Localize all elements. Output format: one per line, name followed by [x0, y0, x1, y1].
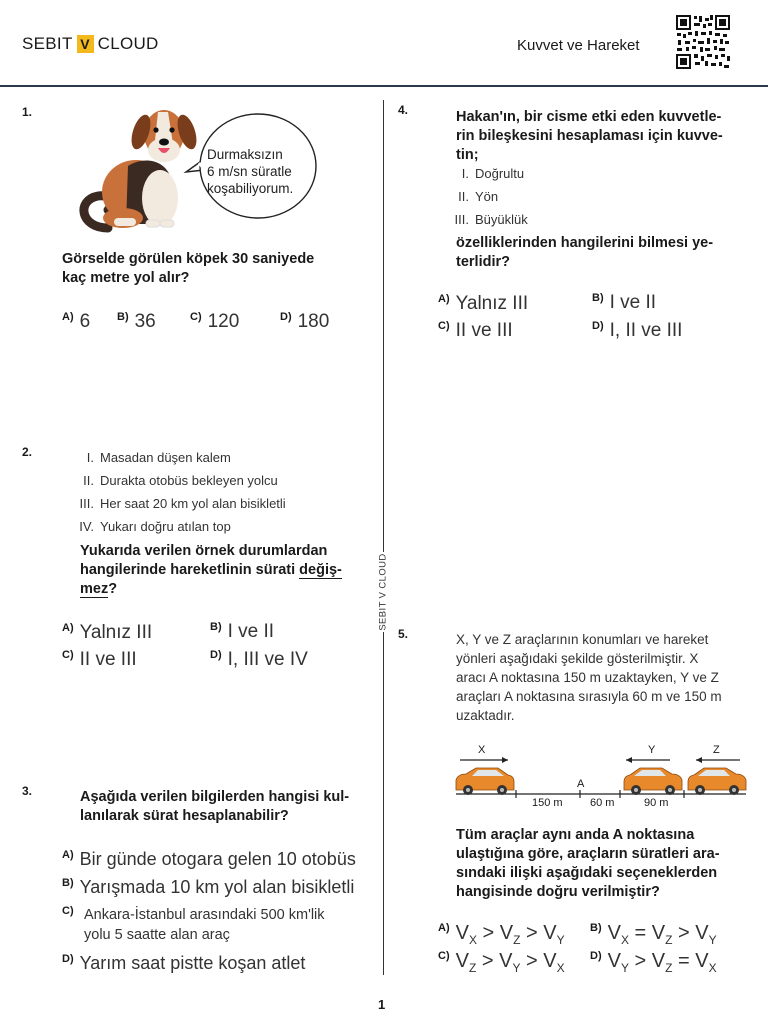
option-text: I, II ve III	[609, 320, 683, 341]
brand-logo	[22, 34, 159, 54]
option-letter: D)	[210, 649, 222, 661]
item-text: Yön	[475, 189, 499, 204]
option-text: 120	[207, 311, 240, 332]
vertical-brand	[373, 552, 393, 632]
q5-option-c[interactable]	[438, 950, 565, 975]
q4-stem-line: Hakan'ın, bir cisme etki eden kuvvetle-	[456, 109, 722, 125]
page-number: 1	[378, 997, 386, 1012]
q4-item	[445, 162, 528, 185]
q3-option-b[interactable]	[62, 877, 354, 898]
q1-stem-line: Görselde görülen köpek 30 saniyede	[62, 251, 315, 267]
q3-stem-line: lanılarak sürat hesaplanabilir?	[80, 808, 289, 824]
vehicle-diagram	[448, 738, 753, 816]
option-text: II ve III	[455, 320, 513, 341]
q1-speech-line: 6 m/sn süratle	[207, 164, 292, 179]
item-text: Büyüklük	[475, 212, 528, 227]
v-symbol: V	[455, 922, 469, 944]
q1-number: 1.	[22, 105, 33, 119]
q4-items	[445, 162, 528, 231]
subscript: Z	[513, 933, 521, 947]
q5-stem-line: hangisinde doğru verilmiştir?	[456, 884, 660, 900]
brand-mark: V	[77, 35, 94, 53]
option-text: yolu 5 saatte alan araç	[84, 927, 230, 943]
option-letter: B)	[210, 621, 222, 633]
q3-stem	[80, 788, 372, 826]
q4-stem2-line: özelliklerinden hangilerini bilmesi ye-	[456, 235, 714, 251]
q5-intro-line: uzaktadır.	[456, 708, 515, 723]
q4-stem-line: rin bileşkesini hesaplaması için kuvve-	[456, 128, 723, 144]
option-letter: A)	[438, 922, 450, 934]
distance-label: 150 m	[532, 797, 563, 809]
q2-item	[70, 492, 286, 515]
column-divider	[383, 100, 384, 975]
q2-stem-emphasis: değiş-	[299, 562, 342, 578]
v-symbol: V	[499, 922, 514, 944]
q2-stem-line: Yukarıda verilen örnek durumlardan	[80, 543, 328, 559]
q2-number: 2.	[22, 445, 33, 459]
q4-option-a[interactable]	[438, 293, 528, 315]
label-y: Y	[648, 744, 656, 756]
option-letter: D)	[590, 950, 602, 962]
v-symbol: V	[695, 950, 709, 972]
subscript: Z	[665, 961, 673, 975]
subscript: X	[708, 961, 717, 975]
item-numeral: III.	[454, 212, 469, 227]
v-symbol: V	[455, 950, 469, 972]
subscript: Z	[468, 961, 477, 975]
q5-option-a[interactable]	[438, 922, 565, 947]
q4-stem2-line: terlidir?	[456, 254, 510, 270]
vertical-brand-text: SEBIT V CLOUD	[377, 553, 389, 631]
q1-option-d[interactable]	[280, 311, 329, 333]
item-text: Doğrultu	[475, 166, 525, 181]
q4-option-c[interactable]	[438, 320, 513, 342]
option-letter: C)	[438, 950, 450, 962]
q2-stem-end: ?	[108, 581, 118, 597]
q4-item	[445, 208, 528, 231]
item-numeral: I.	[461, 166, 469, 181]
label-a: A	[577, 778, 585, 790]
document-title: Kuvvet ve Hareket	[517, 37, 640, 54]
distance-label: 60 m	[590, 797, 615, 809]
q1-speech-line: Durmaksızın	[207, 147, 283, 162]
q1-option-a[interactable]	[62, 311, 90, 333]
item-numeral: I.	[86, 450, 94, 465]
option-letter: C)	[62, 905, 74, 917]
item-numeral: III.	[79, 496, 94, 511]
q2-option-a[interactable]	[62, 622, 152, 644]
operator: >	[628, 950, 652, 972]
subscript: X	[620, 933, 629, 947]
q5-stem-line: sındaki ilişki aşağıdaki seçeneklerden	[456, 865, 718, 881]
q5-intro	[456, 630, 748, 725]
q2-stem	[80, 542, 370, 599]
subscript: Y	[708, 933, 717, 947]
operator: >	[520, 922, 544, 944]
q4-stem-line: tin;	[456, 147, 479, 163]
option-letter: A)	[438, 293, 450, 305]
q5-intro-line: X, Y ve Z araçlarının konumları ve hareket	[456, 632, 709, 647]
q1-stem	[62, 250, 372, 288]
q2-option-d[interactable]	[210, 649, 308, 671]
q3-option-d[interactable]	[62, 953, 305, 974]
subscript: Y	[556, 933, 565, 947]
qr-code-icon	[675, 14, 731, 70]
header-rule	[0, 85, 768, 87]
item-numeral: IV.	[79, 519, 94, 534]
q4-item	[445, 185, 528, 208]
subscript: Y	[620, 961, 629, 975]
option-letter: C)	[62, 649, 74, 661]
option-text: Ankara-İstanbul arasındaki 500 km'lik	[84, 907, 325, 923]
q2-stem-line: hangilerinde hareketlinin sürati	[80, 562, 296, 578]
q5-number: 5.	[398, 627, 409, 641]
option-letter: A)	[62, 849, 74, 861]
option-letter: B)	[592, 292, 604, 304]
car-x-icon	[456, 768, 514, 795]
q5-stem-line: ulaştığına göre, araçların süratleri ara-	[456, 846, 720, 862]
dog-icon	[84, 110, 200, 228]
q5-option-b[interactable]	[590, 922, 717, 947]
option-text: II ve III	[79, 649, 137, 670]
car-y-icon	[624, 768, 682, 795]
operator: =	[628, 922, 652, 944]
q4-option-b[interactable]	[592, 292, 656, 314]
q5-option-d[interactable]	[590, 950, 717, 975]
option-letter: B)	[117, 311, 129, 323]
q2-items	[70, 446, 286, 538]
q4-option-d[interactable]	[592, 320, 682, 342]
option-letter: D)	[280, 311, 292, 323]
operator: >	[476, 922, 500, 944]
option-letter: B)	[62, 877, 74, 889]
q2-item	[70, 446, 286, 469]
option-letter: A)	[62, 622, 74, 634]
item-text: Her saat 20 km yol alan bisikletli	[100, 496, 286, 511]
option-text: 180	[297, 311, 330, 332]
v-symbol: V	[543, 922, 557, 944]
subscript: X	[468, 933, 477, 947]
q5-intro-line: yönleri aşağıdaki şekilde gösterilmiştir. X	[456, 651, 699, 666]
option-letter: C)	[190, 311, 202, 323]
q4-stem2	[456, 234, 748, 272]
q1-stem-line: kaç metre yol alır?	[62, 270, 190, 286]
option-letter: B)	[590, 922, 602, 934]
q2-item	[70, 469, 286, 492]
item-text: Masadan düşen kalem	[100, 450, 231, 465]
q3-option-c[interactable]	[62, 905, 372, 943]
option-letter: A)	[62, 311, 74, 323]
v-symbol: V	[651, 950, 666, 972]
item-text: Durakta otobüs bekleyen yolcu	[100, 473, 278, 488]
v-symbol: V	[651, 922, 666, 944]
operator: >	[672, 922, 696, 944]
item-text: Yukarı doğru atılan top	[100, 519, 231, 534]
brand-left: SEBIT	[22, 34, 73, 53]
q3-stem-line: Aşağıda verilen bilgilerden hangisi kul-	[80, 789, 350, 805]
v-symbol: V	[607, 950, 621, 972]
q2-item	[70, 515, 286, 538]
operator: >	[476, 950, 500, 972]
option-text: Yarışmada 10 km yol alan bisikletli	[79, 877, 355, 897]
option-letter: C)	[438, 320, 450, 332]
item-numeral: II.	[83, 473, 94, 488]
option-text: 6	[79, 311, 91, 332]
q5-intro-line: aracı A noktasına 150 m uzaktayken, Y ve Z	[456, 670, 719, 685]
q4-stem	[456, 108, 748, 165]
label-x: X	[478, 744, 486, 756]
q1-speech-line: koşabiliyorum.	[207, 181, 294, 196]
q3-option-a[interactable]	[62, 849, 356, 870]
v-symbol: V	[607, 922, 621, 944]
option-letter: D)	[62, 953, 74, 965]
subscript: X	[556, 961, 565, 975]
subscript: Z	[665, 933, 673, 947]
q5-stem	[456, 826, 748, 902]
distance-label: 90 m	[644, 797, 669, 809]
q2-option-c[interactable]	[62, 649, 137, 671]
q1-option-c[interactable]	[190, 311, 239, 333]
option-text: I ve II	[227, 621, 275, 642]
q5-stem-line: Tüm araçlar aynı anda A noktasına	[456, 827, 695, 843]
v-symbol: V	[695, 922, 709, 944]
option-text: Yalnız III	[455, 293, 529, 314]
q4-number: 4.	[398, 103, 409, 117]
option-letter: D)	[592, 320, 604, 332]
item-numeral: II.	[458, 189, 469, 204]
label-z: Z	[713, 744, 720, 756]
q2-option-b[interactable]	[210, 621, 274, 643]
v-symbol: V	[499, 950, 513, 972]
option-text: Yarım saat pistte koşan atlet	[79, 953, 306, 973]
q1-speech-text	[207, 146, 307, 197]
q3-number: 3.	[22, 784, 33, 798]
v-symbol: V	[543, 950, 557, 972]
operator: >	[520, 950, 544, 972]
brand-right: CLOUD	[97, 34, 159, 53]
q2-stem-emphasis: mez	[80, 581, 109, 597]
car-z-icon	[688, 768, 746, 795]
q1-option-b[interactable]	[117, 311, 156, 333]
option-text: Bir günde otogara gelen 10 otobüs	[79, 849, 356, 869]
option-text: I ve II	[609, 292, 657, 313]
option-text: 36	[134, 311, 156, 332]
q5-intro-line: araçları A noktasına sırasıyla 60 m ve 150 m	[456, 689, 722, 704]
option-text: Yalnız III	[79, 622, 153, 643]
option-text: I, III ve IV	[227, 649, 308, 670]
operator: =	[672, 950, 696, 972]
subscript: Y	[512, 961, 521, 975]
